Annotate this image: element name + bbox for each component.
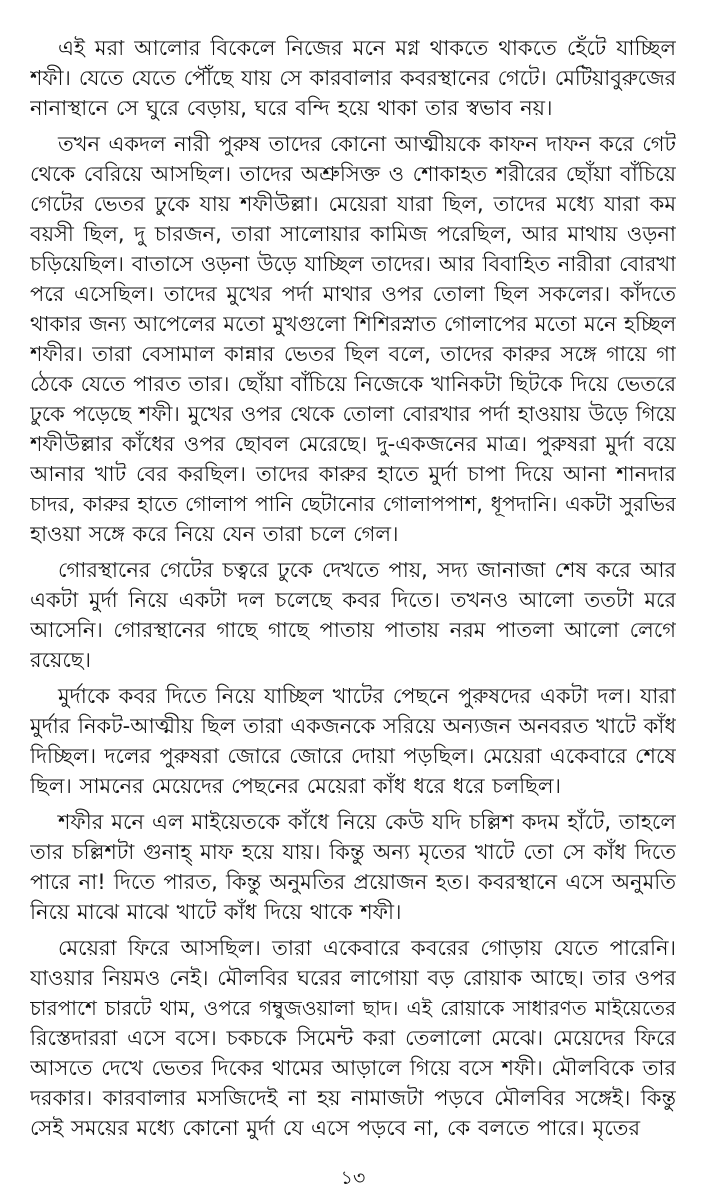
text-line: থেকে বেরিয়ে আসছিল। তাদের অশ্রুসিক্ত ও শোকাহত শরীরের ছোঁয়া বাঁচিয়ে (30, 162, 676, 186)
text-line: রয়েছে। (30, 648, 92, 672)
text-line: ঠেকে যেতে পারত তার। ছোঁয়া বাঁচিয়ে নিজেকে খানিকটা ছিটকে দিয়ে ভেতরে (30, 372, 676, 396)
text-line: গেটের ভেতর ঢুকে যায় শফীউল্লা। মেয়েরা যারা ছিল, তাদের মধ্যে যারা কম (30, 192, 676, 216)
text-line: মুর্দার নিকট-আত্মীয় ছিল তারা একজনকে সরিয়ে অন্যজন অনবরত খাটে কাঁধ (30, 714, 676, 738)
paragraph (30, 681, 676, 801)
text-line: যাওয়ার নিয়মও নেই। মৌলবির ঘরের লাগোয়া বড় রোয়াক আছে। তার ওপর (30, 966, 676, 990)
text-line: আসতে দেখে ভেতর দিকের থামের আড়ালে গিয়ে বসে শফী। মৌলবিকে তার (30, 1056, 676, 1080)
text-line: শফী। যেতে যেতে পৌঁছে যায় সে কারবালার কবরস্থানের গেটে। মেটিয়াবুরুজের (30, 66, 676, 90)
text-line: বয়সী ছিল, দু চারজন, তারা সালোয়ার কামিজ পরেছিল, আর মাথায় ওড়না (30, 222, 676, 246)
text-line: শফীর। তারা বেসামাল কান্নার ভেতর ছিল বলে, তাদের কারুর সঙ্গে গায়ে গা (30, 342, 676, 366)
text-line: মেয়েরা ফিরে আসছিল। তারা একেবারে কবরের গোড়ায় যেতে পারেনি। (58, 936, 676, 960)
text-line: চড়িয়েছিল। বাতাসে ওড়না উড়ে যাচ্ছিল তাদের। আর বিবাহিত নারীরা বোরখা (30, 252, 676, 276)
paragraph (30, 129, 676, 549)
text-body (30, 33, 676, 1143)
text-line: তখন একদল নারী পুরুষ তাদের কোনো আত্মীয়কে কাফন দাফন করে গেট (58, 132, 676, 156)
page-number: ১৩ (340, 1167, 366, 1189)
paragraph (30, 933, 676, 1143)
text-line: ছিল। সামনের মেয়েদের পেছনের মেয়েরা কাঁধ ধরে ধরে চলছিল। (30, 774, 562, 798)
text-line: থাকার জন্য আপেলের মতো মুখগুলো শিশিরস্নাত গোলাপের মতো মনে হচ্ছিল (30, 312, 676, 336)
text-line: চাদর, কারুর হাতে গোলাপ পানি ছেটানোর গোলাপপাশ, ধূপদানি। একটা সুরভির (30, 492, 676, 516)
text-line: তার চল্লিশটা গুনাহ্ মাফ হয়ে যায়। কিন্তু অন্য মৃতের খাটে তো সে কাঁধ দিতে (30, 840, 676, 864)
text-line: নিয়ে মাঝে মাঝে খাটে কাঁধ দিয়ে থাকে শফী। (30, 900, 402, 924)
text-line: সেই সময়ের মধ্যে কোনো মুর্দা যে এসে পড়বে না, কে বলতে পারে। মৃতের (30, 1116, 640, 1140)
text-line: গোরস্থানের গেটের চত্বরে ঢুকে দেখতে পায়, সদ্য জানাজা শেষ করে আর (58, 558, 676, 582)
text-line: আসেনি। গোরস্থানের গাছে গাছে পাতায় পাতায় নরম পাতলা আলো লেগে (30, 618, 676, 642)
paragraph (30, 807, 676, 927)
text-line: দরকার। কারবালার মসজিদেই না হয় নামাজটা পড়বে মৌলবির সঙ্গেই। কিন্তু (30, 1086, 676, 1110)
paragraph (30, 33, 676, 123)
text-line: পরে এসেছিল। তাদের মুখের পর্দা মাথার ওপর তোলা ছিল সকলের। কাঁদতে (30, 282, 676, 306)
text-line: দিচ্ছিল। দলের পুরুষরা জোরে জোরে দোয়া পড়ছিল। মেয়েরা একেবারে শেষে (30, 744, 676, 768)
text-line: চারপাশে চারটে থাম, ওপরে গম্বুজওয়ালা ছাদ। এই রোয়াকে সাধারণত মাইয়েতের (30, 996, 676, 1020)
text-line: পারে না! দিতে পারত, কিন্তু অনুমতির প্রয়োজন হত। কবরস্থানে এসে অনুমতি (30, 870, 676, 894)
text-line: শফীর মনে এল মাইয়েতকে কাঁধে নিয়ে কেউ যদি চল্লিশ কদম হাঁটে, তাহলে (58, 810, 676, 834)
text-line: নানাস্থানে সে ঘুরে বেড়ায়, ঘরে বন্দি হয়ে থাকা তার স্বভাব নয়। (30, 96, 553, 120)
text-line: শফীউল্লার কাঁধের ওপর ছোবল মেরেছে। দু-একজনের মাত্র। পুরুষরা মুর্দা বয়ে (30, 432, 676, 456)
text-line: হাওয়া সঙ্গে করে নিয়ে যেন তারা চলে গেল। (30, 522, 399, 546)
paragraph (30, 555, 676, 675)
text-line: একটা মুর্দা নিয়ে একটা দল চলেছে কবর দিতে। তখনও আলো ততটা মরে (30, 588, 676, 612)
text-line: রিস্তেদাররা এসে বসে। চকচকে সিমেন্ট করা তেলালো মেঝে। মেয়েদের ফিরে (30, 1026, 676, 1050)
text-line: আনার খাট বের করছিল। তাদের কারুর হাতে মুর্দা চাপা দিয়ে আনা শানদার (30, 462, 676, 486)
text-line: মুর্দাকে কবর দিতে নিয়ে যাচ্ছিল খাটের পেছনে পুরুষদের একটা দল। যারা (58, 684, 676, 708)
text-line: ঢুকে পড়েছে শফী। মুখের ওপর থেকে তোলা বোরখার পর্দা হাওয়ায় উড়ে গিয়ে (30, 402, 676, 426)
text-line: এই মরা আলোর বিকেলে নিজের মনে মগ্ন থাকতে থাকতে হেঁটে যাচ্ছিল (58, 36, 676, 60)
